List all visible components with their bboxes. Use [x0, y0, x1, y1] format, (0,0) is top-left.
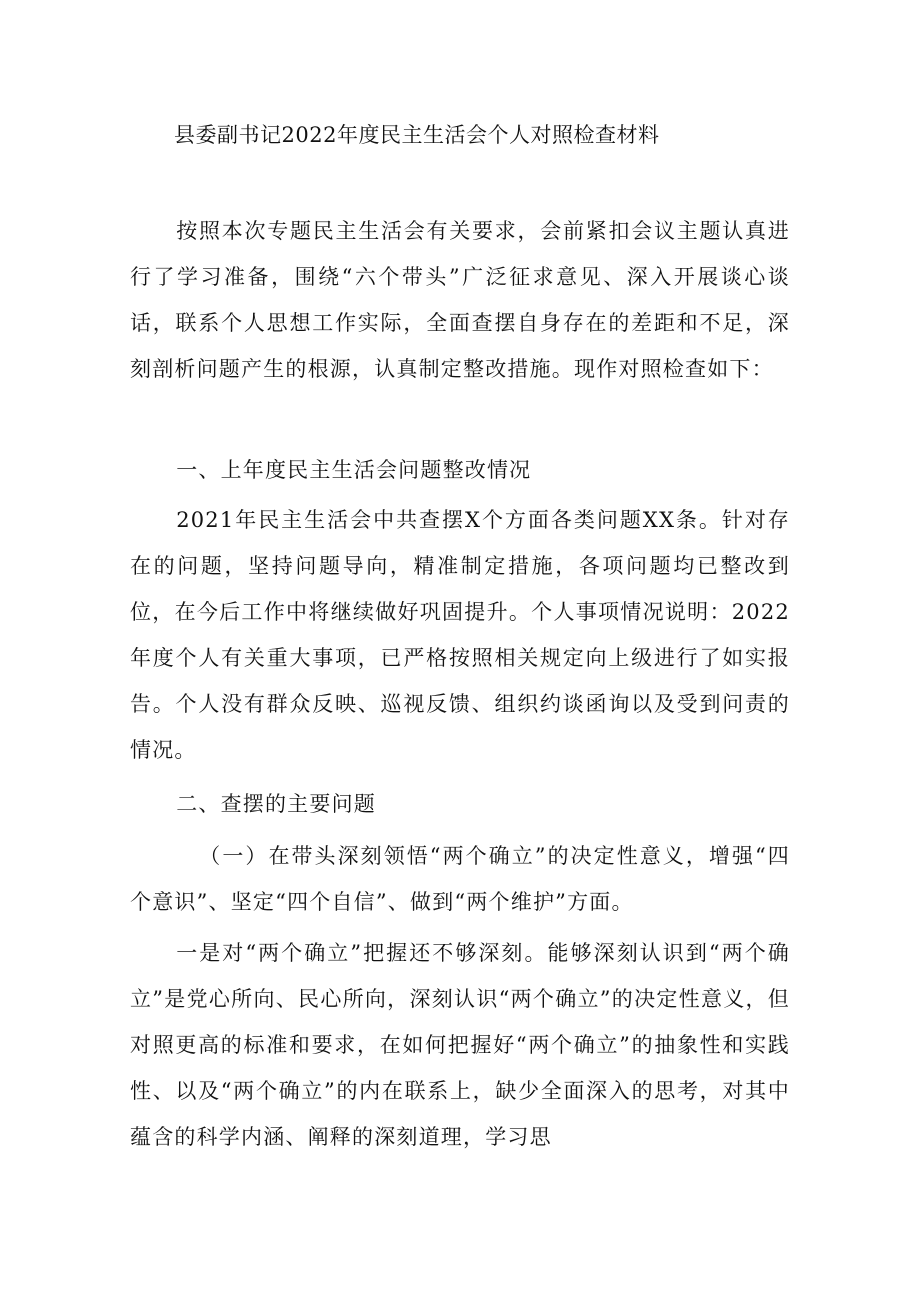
document-title: 县委副书记2022年度民主生活会个人对照检查材料	[174, 123, 660, 147]
section-heading-2: 二、查摆的主要问题	[176, 792, 376, 816]
intro-paragraph: 按照本次专题民主生活会有关要求，会前紧扣会议主题认真进行了学习准备，围绕“六个带头”广泛征求意见、深入开展谈心谈话，联系个人思想工作实际，全面查摆自身存在的差距和不足，深刻剖析问题产生的根源，认真制定整改措施。现作对照检查如下：	[130, 219, 790, 381]
section-heading-1: 一、上年度民主生活会问题整改情况	[176, 458, 532, 482]
section-1-paragraph: 2021年民主生活会中共查摆X个方面各类问题XX条。针对存在的问题，坚持问题导向，精准制定措施，各项问题均已整改到位，在今后工作中将继续做好巩固提升。个人事项情况说明：2022年度个人有关重大事项，已严格按照相关规定向上级进行了如实报告。个人没有群众反映、巡视反馈、组织约谈函询以及受到问责的情况。	[130, 508, 790, 762]
subsection-heading-1: （一）在带头深刻领悟“两个确立”的决定性意义，增强“四个意识”、坚定“四个自信”、做到“两个维护”方面。	[130, 844, 790, 914]
subsection-1-paragraph: 一是对“两个确立”把握还不够深刻。能够深刻认识到“两个确立”是党心所向、民心所向，深刻认识“两个确立”的决定性意义，但对照更高的标准和要求，在如何把握好“两个确立”的抽象性和实践性、以及“两个确立”的内在联系上，缺少全面深入的思考，对其中蕴含的科学内涵、阐释的深刻道理，学习思	[130, 941, 790, 1149]
